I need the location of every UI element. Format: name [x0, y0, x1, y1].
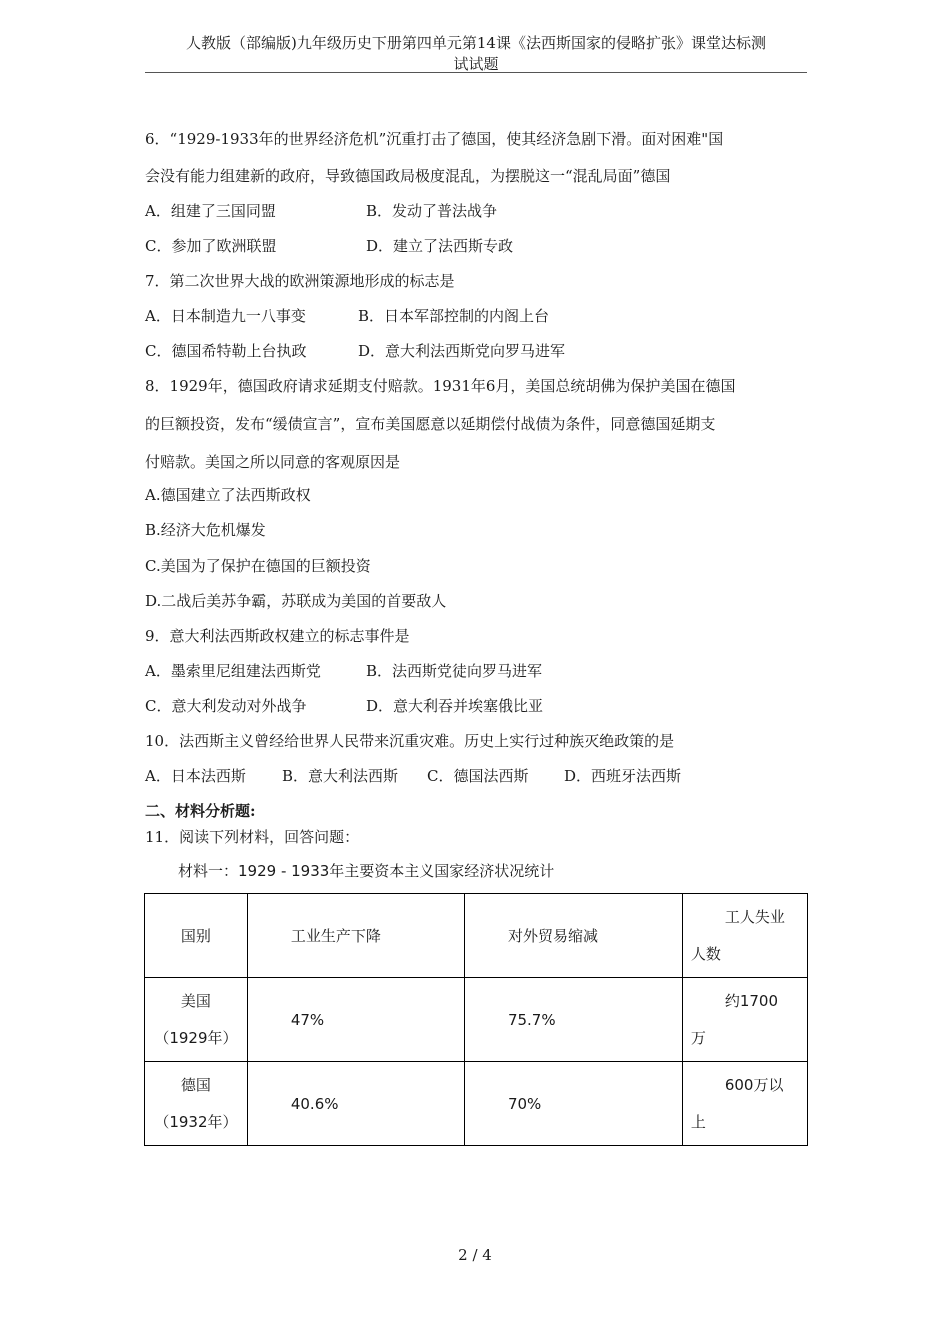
q10-stem: 10．法西斯主义曾经给世界人民带来沉重灾难。历史上实行过种族灭绝政策的是: [145, 732, 675, 750]
industry-decline-cell: 47%: [247, 978, 464, 1062]
table-row: [145, 978, 808, 1062]
q11-stem: 11．阅读下列材料，回答问题：: [145, 828, 360, 846]
q7-option-c: C．德国希特勒上台执政: [145, 342, 307, 360]
page-header: [145, 33, 807, 75]
q7-option-d: D．意大利法西斯党向罗马进军: [358, 342, 566, 360]
q6-stem-line2: 会没有能力组建新的政府，导致德国政局极度混乱，为摆脱这一“混乱局面”德国: [145, 167, 671, 185]
q8-option-c: C.美国为了保护在德国的巨额投资: [145, 557, 371, 575]
q8-option-d: D.二战后美苏争霸，苏联成为美国的首要敌人: [145, 592, 447, 610]
country-cell: [145, 1062, 248, 1146]
country-year: （1932年）: [154, 1112, 238, 1131]
q6-option-a: A．组建了三国同盟: [145, 202, 276, 220]
q10-option-c: C．德国法西斯: [427, 767, 529, 785]
trade-decline-cell: 70%: [464, 1062, 682, 1146]
q8-stem-line3: 付赔款。美国之所以同意的客观原因是: [145, 453, 401, 471]
q10-option-d: D．西班牙法西斯: [564, 767, 682, 785]
q9-stem: 9．意大利法西斯政权建立的标志事件是: [145, 627, 410, 645]
table-header-row: [145, 894, 808, 978]
header-title-line2: 试试题: [453, 55, 499, 73]
trade-decline-cell: 75.7%: [464, 978, 682, 1062]
q6-stem-line1: 6．“1929-1933年的世界经济危机”沉重打击了德国，使其经济急剧下滑。面对困难"国: [145, 130, 724, 148]
unemployment-line1: 600万以: [724, 1075, 784, 1094]
q6-option-b: B．发动了普法战争: [366, 202, 498, 220]
q8-option-a: A.德国建立了法西斯政权: [145, 486, 311, 504]
material1-caption: 材料一：1929 - 1933年主要资本主义国家经济状况统计: [178, 862, 555, 880]
q10-option-a: A．日本法西斯: [145, 767, 246, 785]
q7-option-b: B．日本军部控制的内阁上台: [358, 307, 550, 325]
country-name: 德国: [180, 1075, 211, 1094]
unemployment-line2: 上: [690, 1112, 706, 1131]
economic-statistics-table: [144, 893, 808, 1146]
q7-option-a: A．日本制造九一八事变: [145, 307, 306, 325]
country-name: 美国: [180, 991, 211, 1010]
unemployment-line2: 万: [690, 1028, 706, 1047]
q8-stem-line1: 8．1929年，德国政府请求延期支付赔款。1931年6月，美国总统胡佛为保护美国在德国: [145, 377, 736, 395]
q9-option-b: B．法西斯党徒向罗马进军: [366, 662, 543, 680]
q6-option-c: C．参加了欧洲联盟: [145, 237, 277, 255]
industry-decline-cell: 40.6%: [247, 1062, 464, 1146]
header-title-line1: 人教版（部编版)九年级历史下册第四单元第14课《法西斯国家的侵略扩张》课堂达标测: [186, 34, 766, 52]
section2-title: 二、材料分析题:: [145, 802, 256, 820]
unemployment-cell: [682, 978, 807, 1062]
table-row: [145, 1062, 808, 1146]
unemployment-line1: 约1700: [724, 991, 779, 1010]
q9-option-c: C．意大利发动对外战争: [145, 697, 307, 715]
header-divider: [145, 72, 807, 73]
header-trade: 对外贸易缩减: [464, 894, 682, 978]
header-unemployment: [682, 894, 807, 978]
q8-option-b: B.经济大危机爆发: [145, 521, 266, 539]
country-year: （1929年）: [154, 1028, 238, 1047]
q7-stem: 7．第二次世界大战的欧洲策源地形成的标志是: [145, 272, 455, 290]
unemployment-cell: [682, 1062, 807, 1146]
header-unemployment-line1: 工人失业: [724, 907, 785, 926]
q10-option-b: B．意大利法西斯: [282, 767, 399, 785]
q8-stem-line2: 的巨额投资，发布“缓债宣言”，宣布美国愿意以延期偿付战债为条件，同意德国延期支: [145, 415, 716, 433]
page-number: 2 / 4: [458, 1246, 492, 1264]
q9-option-d: D．意大利吞并埃塞俄比亚: [366, 697, 544, 715]
q9-option-a: A．墨索里尼组建法西斯党: [145, 662, 321, 680]
header-country: 国别: [145, 894, 248, 978]
header-industry: 工业生产下降: [247, 894, 464, 978]
q6-option-d: D．建立了法西斯专政: [366, 237, 514, 255]
header-unemployment-line2: 人数: [690, 944, 721, 963]
country-cell: [145, 978, 248, 1062]
